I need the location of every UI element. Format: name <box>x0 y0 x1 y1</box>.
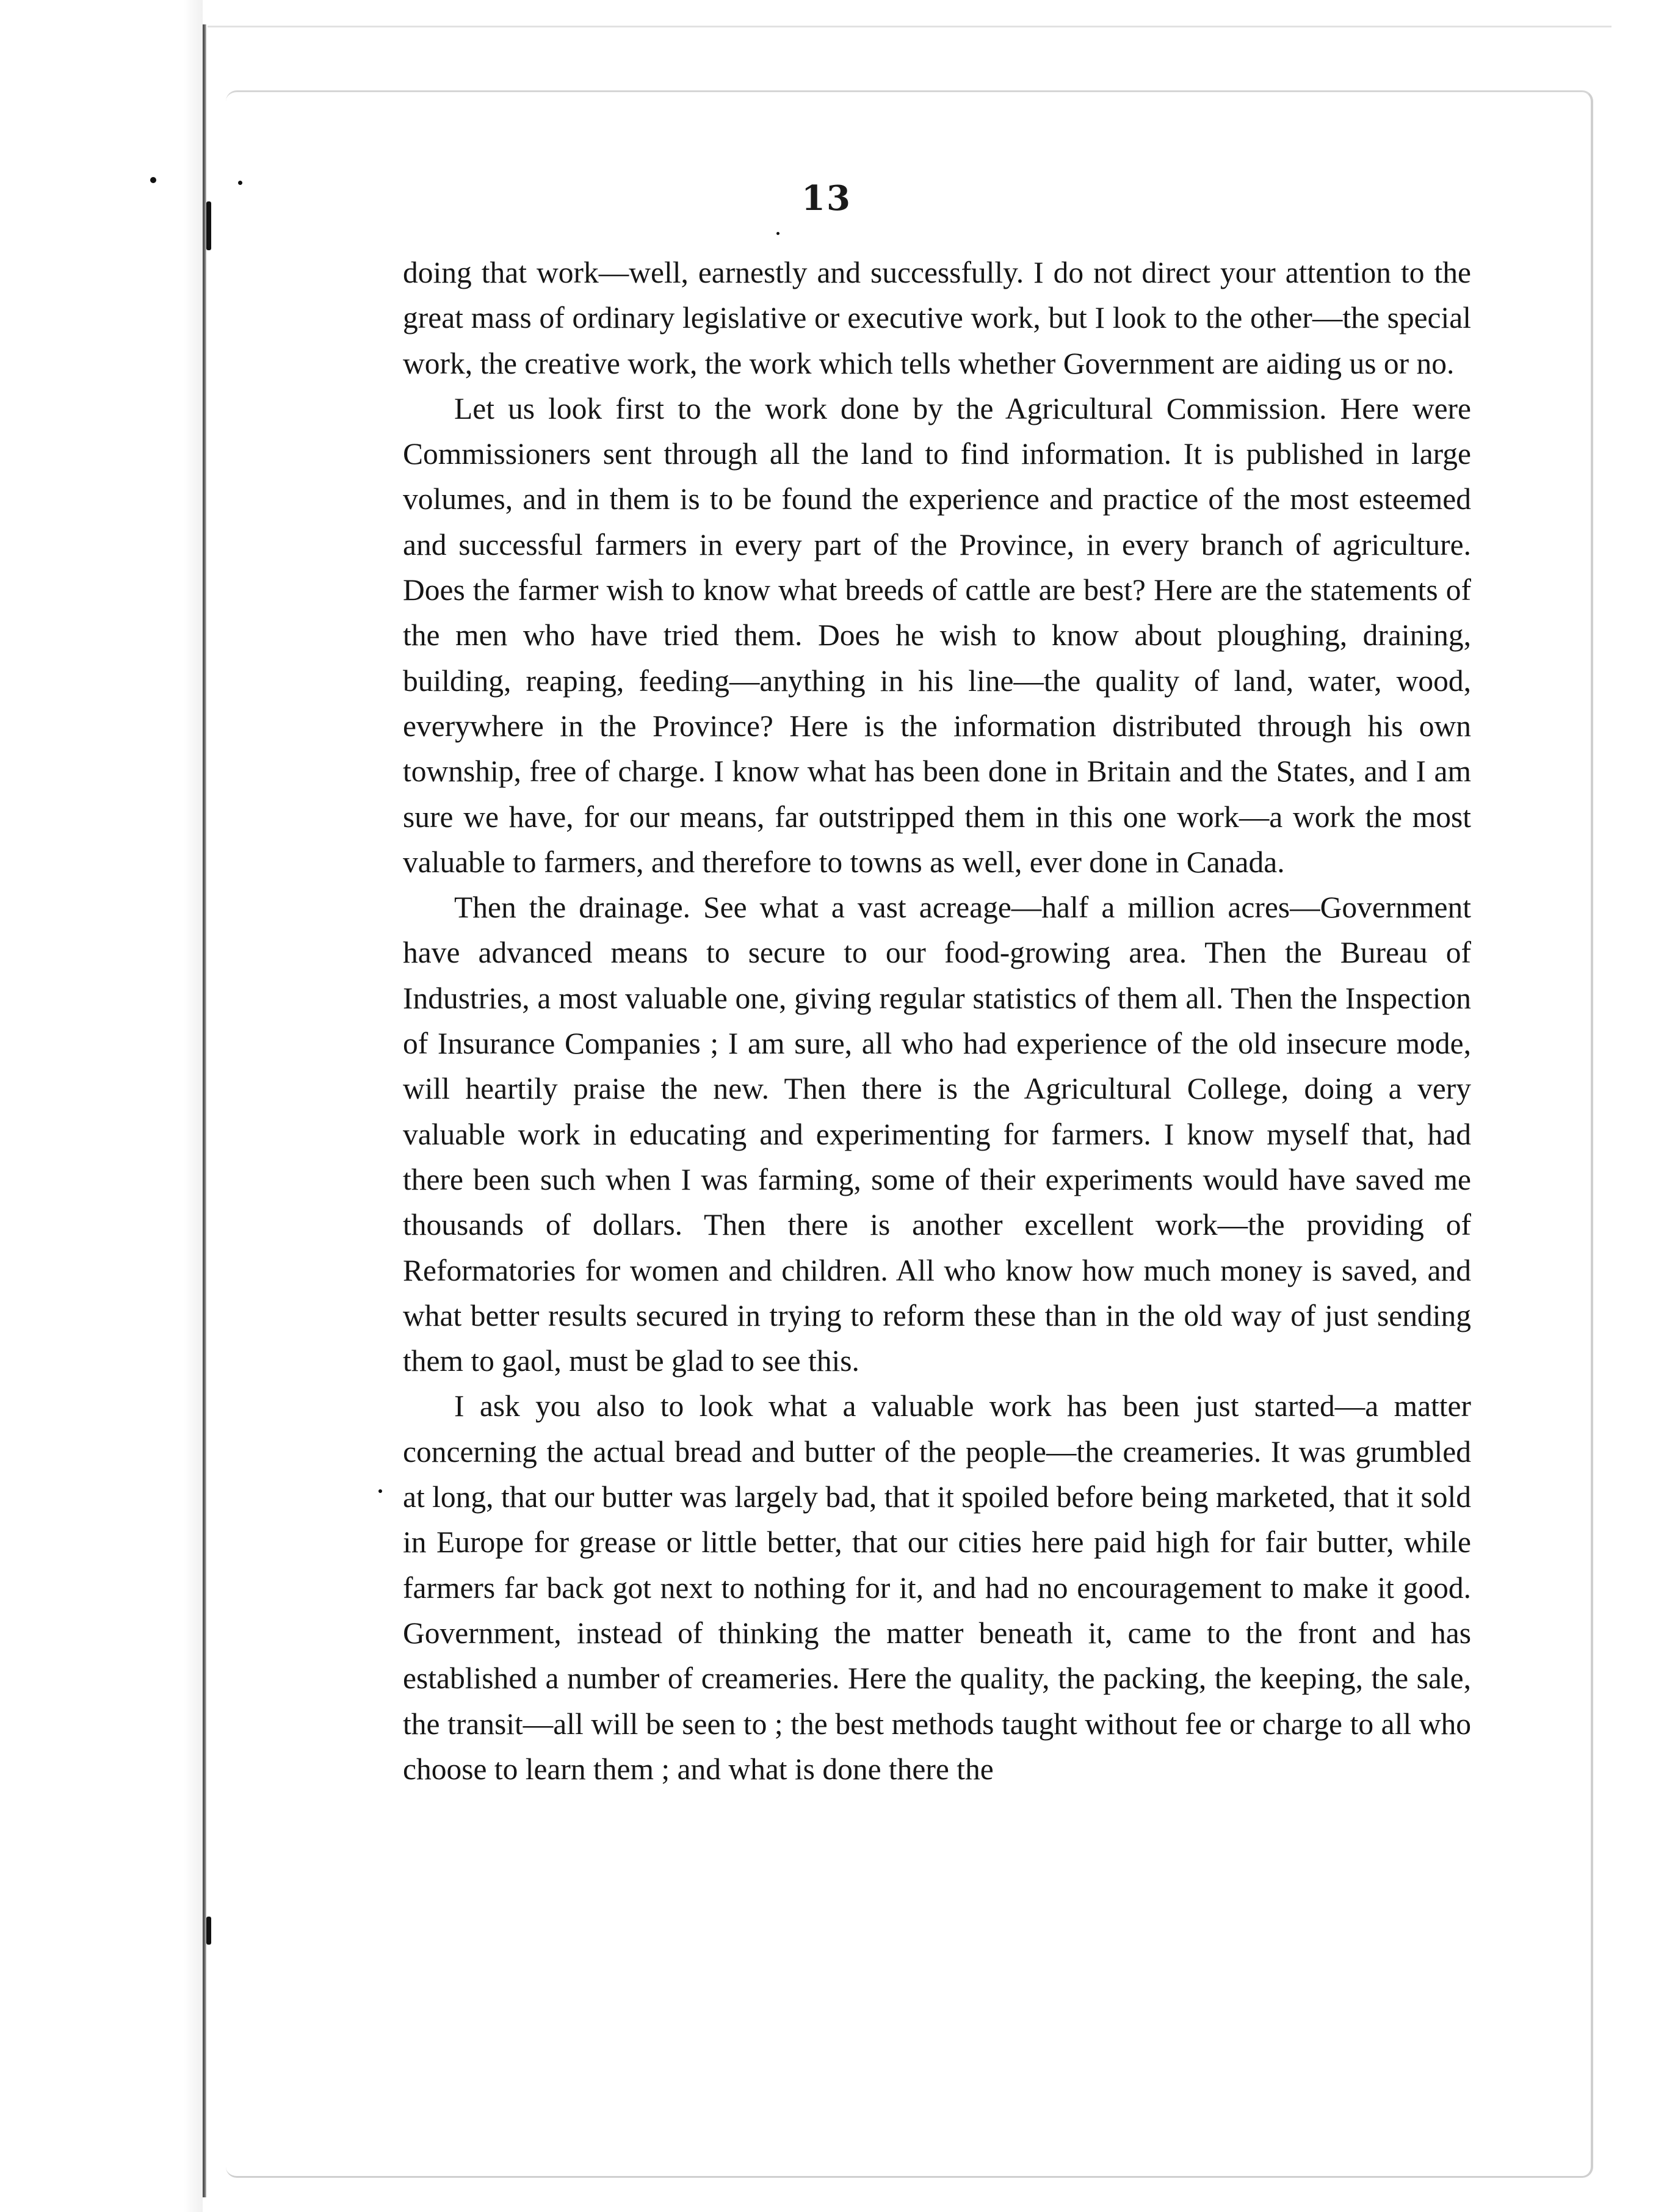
page-number: 13 <box>801 178 852 219</box>
paragraph: I ask you also to look what a valuable work has been just started—a matter concerning the actual bread and butter of the people—the creameries. It was grumbled at long, that our butter was largely bad, that it spoiled before being marketed, that it sold in Europe for grease or little better, that our cities here paid high for fair butter, while farmers far back got next to nothing for it, and had no encouragement to make it good. Government, instead of thinking the matter beneath it, came to the front and has established a number of creameries. Here the quality, the packing, the keeping, the sale, the transit—all will be seen to ; the best methods taught without fee or charge to all who choose to learn them ; and what is done there the <box>403 1389 1471 1786</box>
paragraph: Let us look first to the work done by the Agricultural Commission. Here were Commissioners sent through all the land to find information. It is published in large volumes, and in them is to be found the experience and practice of the most esteemed and successful farmers in every part of the Province, in every branch of agriculture. Does the farmer wish to know what breeds of cattle are best? Here are the statements of the men who have tried them. Does he wish to know about ploughing, draining, building, reaping, feeding—anything in his line—the quality of land, water, wood, everywhere in the Province? Here is the information distributed through his own township, free of charge. I know what has been done in Britain and the States, and I am sure we have, for our means, far outstripped them in this one work—a work the most valuable to farmers, and therefore to towns as well, ever done in Canada. <box>403 391 1471 879</box>
scan-speck <box>776 232 779 235</box>
body-text <box>403 250 1471 1792</box>
page-top-edge <box>208 26 1611 27</box>
binding-shadow <box>183 0 203 2212</box>
scan-mark <box>206 1917 211 1945</box>
paragraph: Then the drainage. See what a vast acreage—half a million acres—Government have advanced means to secure to our food-growing area. Then the Bureau of Industries, a most valuable one, giving regular statistics of them all. Then the Inspection of Insurance Companies ; I am sure, all who had experience of the old insecure mode, will heartily praise the new. Then there is the Agricultural College, doing a very valuable work in educating and experimenting for farmers. I know myself that, had there been such when I was farming, some of their experiments would have saved me thousands of dollars. Then there is another excellent work—the providing of Reformatories for women and children. All who know how much money is saved, and what better results secured in trying to reform these than in the old way of just sending them to gaol, must be glad to see this. <box>403 891 1471 1378</box>
paragraph: doing that work—well, earnestly and successfully. I do not direct your attention to the great mass of ordinary legislative or executive work, but I look to the other—the special work, the creative work, the work which tells whether Government are aiding us or no. <box>403 256 1471 380</box>
scan-speck <box>378 1489 382 1493</box>
book-binding-edge <box>203 24 206 2197</box>
